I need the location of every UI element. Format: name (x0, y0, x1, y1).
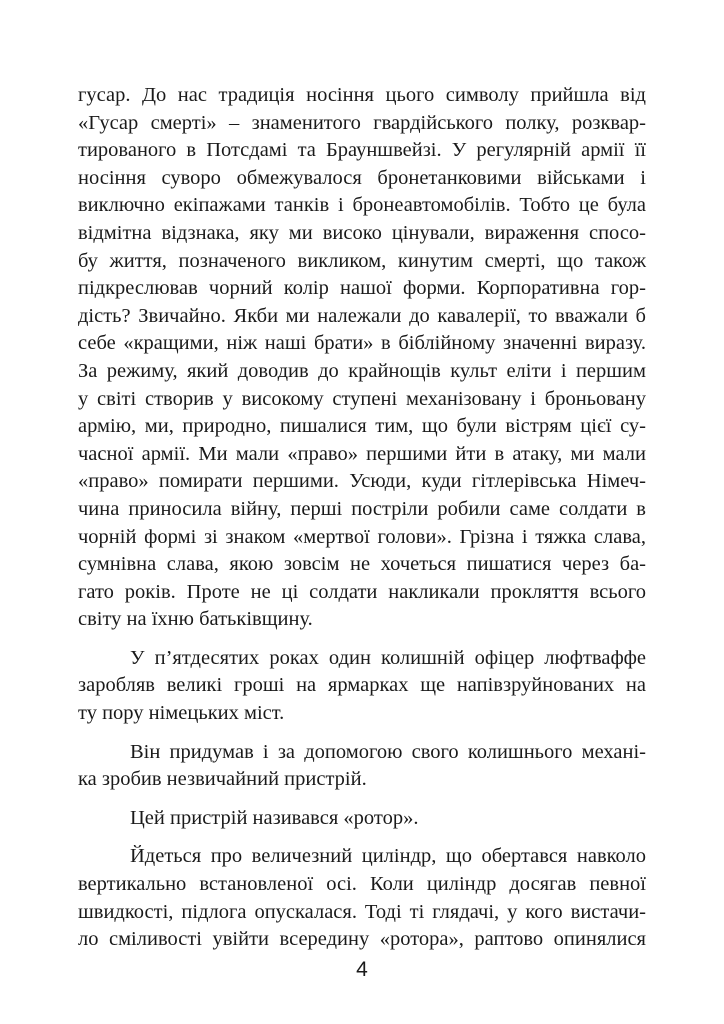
text-line: Йдеться про величезний циліндр, що обертався навколо (130, 845, 646, 868)
text-line: У п’ятдесятих роках один колишній офіцер люфтваффе (130, 646, 646, 669)
text-line: дість? Звичайно. Якби ми належали до кавалерії, то вважали б (78, 304, 646, 327)
text-line: носіння суворо обмежувалося бронетанковими військами і (78, 166, 646, 189)
text-line: тированого в Потсдамі та Брауншвейзі. У регулярній армії її (78, 139, 646, 162)
text-line: гато років. Проте не ці солдати накликали прокляття всього (78, 580, 646, 603)
text-line: підкреслював чорний колір нашої форми. Корпоративна гор- (78, 277, 646, 300)
text-line: бу життя, позначеного викликом, кинутим смерті, що також (78, 249, 646, 272)
text-line: відмітна відзнака, яку ми високо цінували, вираження спосо- (78, 221, 646, 244)
text-line: світу на їхню батьківщину. (78, 608, 313, 631)
text-line: За режиму, який доводив до крайнощів культ еліти і першим (78, 359, 646, 382)
text-line: гусар. До нас традиція носіння цього символу прийшла від (78, 84, 646, 106)
text-line: чина приносила війну, перші постріли робили саме солдати в (78, 497, 646, 520)
paragraph-1 (78, 82, 646, 634)
text-line: «право» помирати першими. Усюди, куди гітлерівська Німеч- (78, 470, 646, 493)
paragraph-5 (78, 843, 646, 953)
text-line: швидкості, підлога опускалася. Тоді ті глядачі, у кого вистачи- (78, 900, 646, 923)
text-line: часної армії. Ми мали «право» першими йти в атаку, ми мали (78, 442, 646, 465)
text-line: заробляв великі гроші на ярмарках ще напівзруйнованих на (78, 674, 646, 697)
text-line: ка зробив незвичайний пристрій. (78, 768, 367, 791)
page-body (78, 82, 646, 954)
text-line: виключно екіпажами танків і бронеавтомобілів. Тобто це була (78, 194, 646, 217)
text-line: Він придумав і за допомогою свого колишнього механі- (130, 740, 646, 763)
text-line: у світі створив у високому ступені механізовану і броньовану (78, 387, 646, 410)
paragraph-2 (78, 645, 646, 728)
text-line: чорній формі зі знаком «мертвої голови». Грізна і тяжка слава, (78, 525, 646, 548)
paragraph-3 (78, 739, 646, 794)
text-line: армію, ми, природно, пишалися тим, що були вістрям цієї су- (78, 415, 646, 438)
paragraph-4 (78, 805, 646, 833)
page-number: 4 (356, 958, 368, 981)
text-line: Цей пристрій називався «ротор». (130, 806, 419, 829)
text-line: ту пору німецьких міст. (78, 702, 285, 725)
text-line: сумнівна слава, якою зовсім не хочеться пишатися через ба- (78, 553, 646, 576)
text-line: себе «кращими, ніж наші брати» в біблійному значенні виразу. (78, 332, 646, 355)
text-line: вертикально встановленої осі. Коли циліндр досягав певної (78, 873, 646, 896)
text-line: ло сміливості увійти всередину «ротора», раптово опинялися (78, 928, 646, 951)
text-line: «Гусар смерті» – знаменитого гвардійського полку, розквар- (78, 111, 646, 134)
